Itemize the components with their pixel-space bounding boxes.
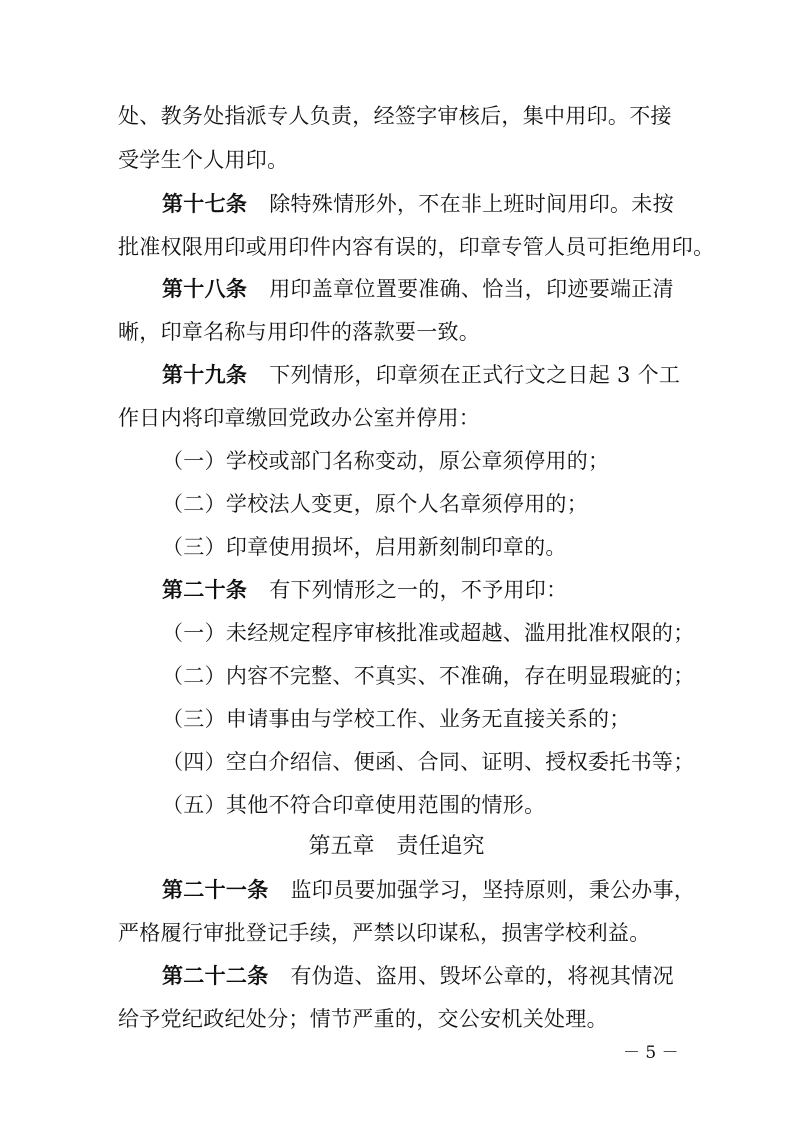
article-text: 监印员要加强学习，坚持原则，秉公办事，	[290, 878, 696, 902]
article-21	[162, 876, 722, 904]
article-text: 除特殊情形外，不在非上班时间用印。未按	[269, 192, 674, 216]
text-line: 受学生个人用印。	[118, 148, 289, 172]
text-line: 处、教务处指派专人负责，经签字审核后，集中用印。不接	[118, 104, 672, 128]
article-title: 第二十一条	[162, 878, 269, 902]
page-number: － 5 －	[623, 1043, 679, 1063]
chapter-heading: 第五章 责任追究	[308, 834, 485, 859]
article-title: 第二十条	[162, 578, 248, 602]
article-title: 第十七条	[162, 192, 248, 216]
article-text: 有伪造、盗用、毁坏公章的，将视其情况	[290, 964, 674, 988]
list-item: （二）内容不完整、不真实、不准确，存在明显瑕疵的；	[162, 664, 695, 688]
list-item: （一）未经规定程序审核批准或超越、滥用批准权限的；	[162, 621, 695, 645]
article-title: 第十九条	[162, 363, 248, 387]
article-text: 用印盖章位置要准确、恰当，印迹要端正清	[269, 277, 674, 301]
text-line: 批准权限用印或用印件内容有误的，印章专管人员可拒绝用印。	[118, 235, 715, 259]
article-22	[162, 962, 722, 990]
article-title: 第二十二条	[162, 964, 269, 988]
list-item: （四）空白介绍信、便函、合同、证明、授权委托书等；	[162, 750, 695, 774]
list-item: （二）学校法人变更，原个人名章须停用的；	[162, 492, 588, 516]
list-item: （三）申请事由与学校工作、业务无直接关系的；	[162, 707, 631, 731]
list-item: （一）学校或部门名称变动，原公章须停用的；	[162, 449, 610, 473]
article-19	[162, 361, 722, 389]
list-item: （三）印章使用损坏，启用新刻制印章的。	[162, 535, 567, 559]
text-line: 晰，印章名称与用印件的落款要一致。	[118, 320, 481, 344]
article-text: 下列情形，印章须在正式行文之日起 3 个工	[269, 363, 681, 387]
text-line: 作日内将印章缴回党政办公室并停用：	[118, 406, 481, 430]
article-17	[162, 190, 722, 218]
article-text: 有下列情形之一的，不予用印：	[269, 578, 568, 602]
article-20	[162, 576, 722, 604]
article-18	[162, 275, 722, 303]
text-line: 给予党纪政纪处分；情节严重的，交公安机关处理。	[118, 1007, 608, 1031]
text-line: 严格履行审批登记手续，严禁以印谋私，损害学校利益。	[118, 921, 651, 945]
article-title: 第十八条	[162, 277, 248, 301]
list-item: （五）其他不符合印章使用范围的情形。	[162, 793, 546, 817]
